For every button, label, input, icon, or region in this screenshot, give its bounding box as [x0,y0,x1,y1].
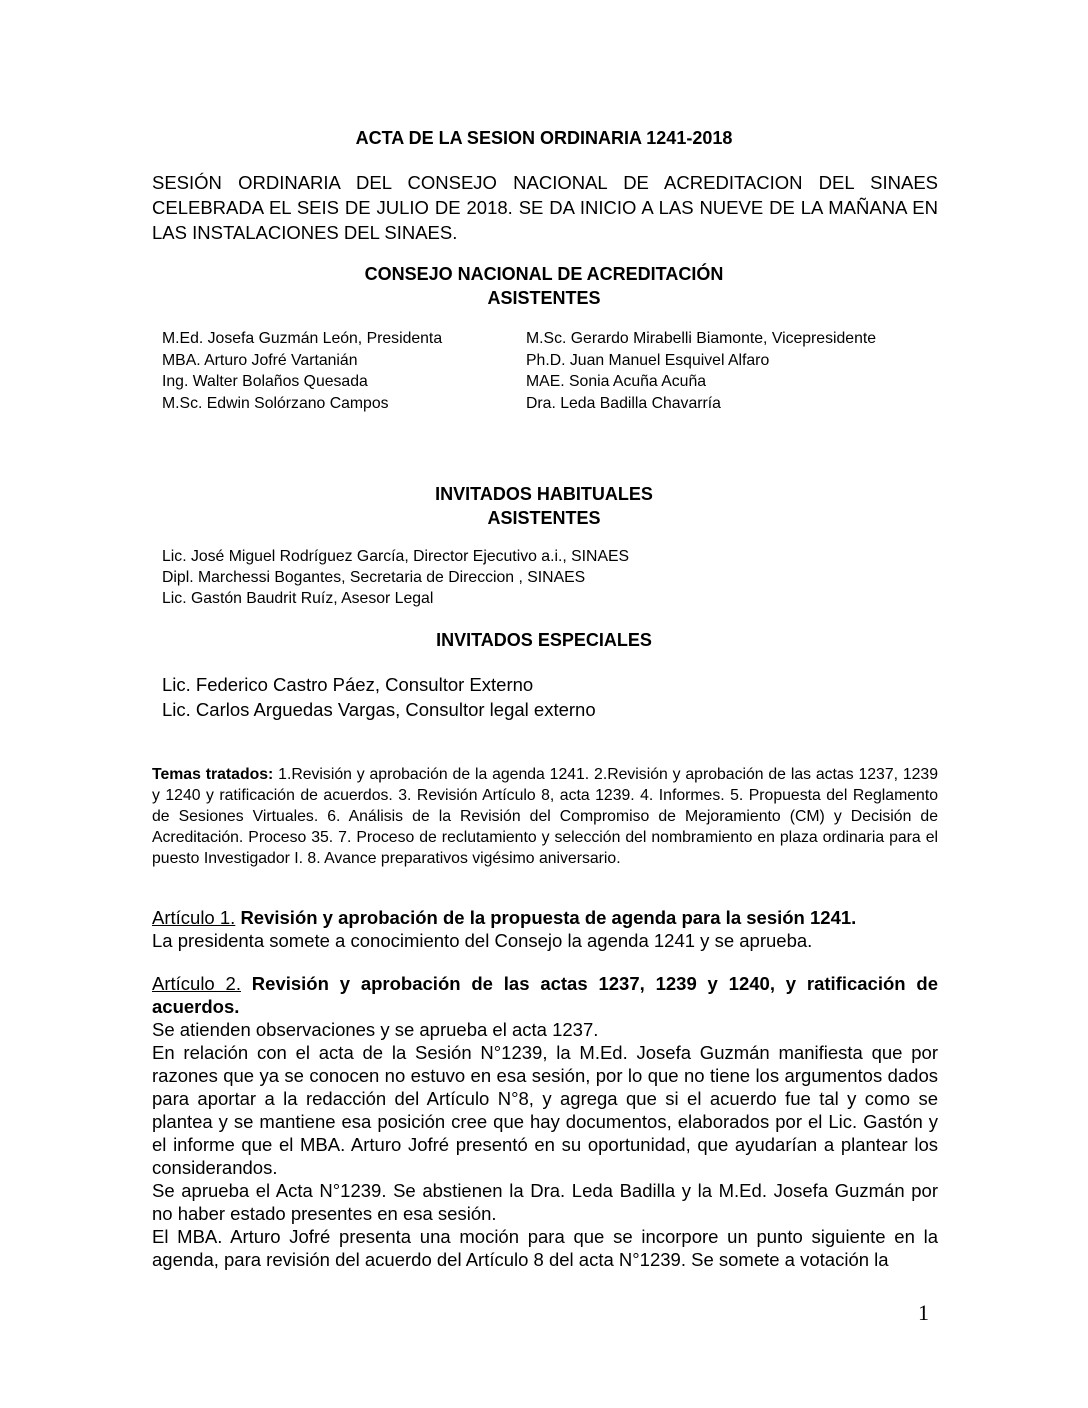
consejo-heading: CONSEJO NACIONAL DE ACREDITACIÓN [364,264,724,284]
temas-text: 1.Revisión y aprobación de la agenda 1241. 2.Revisión y aprobación de las actas 1237, 1239 y 1240 y ratificación de acuerdos. 3. Revisión Artículo 8, acta 1239. 4. Informes. 5. Propuesta del Reglamento de Sesiones Virtuales. 6. Análisis de la Revisión del Compromiso de Mejoramiento (CM) y Decisión de Acreditación. Proceso 35. 7. Proceso de reclutamiento y selección del nombramiento en plaza ordinaria para el puesto Investigador I. 8. Avance preparativos vigésimo aniversario. [152,766,938,867]
articulo-1-heading: Revisión y aprobación de la propuesta de agenda para la sesión 1241. [240,907,857,928]
guest-item: Lic. Federico Castro Páez, Consultor Externo [162,674,534,695]
paragraph: Se aprueba el Acta N°1239. Se abstienen la Dra. Leda Badilla y la M.Ed. Josefa Guzmán por no haber estado presentes en esa sesión. [152,1180,938,1224]
attendee: M.Sc. Edwin Solórzano Campos [162,394,389,412]
attendee: MAE. Sonia Acuña Acuña [526,373,707,390]
temas-tratados [152,764,938,869]
paragraph: Se atienden observaciones y se aprueba el acta 1237. [152,1019,599,1040]
attendee: Dra. Leda Badilla Chavarría [526,394,721,412]
articulo-2-label: Artículo 2. [152,973,241,994]
articulo-1-label: Artículo 1. [152,907,236,928]
articulo-2 [152,972,938,1271]
paragraph: El MBA. Arturo Jofré presenta una moción para que se incorpore un punto siguiente en la agenda, para revisión del acuerdo del Artículo 8 del acta N°1239. Se somete a votación la [152,1226,938,1270]
consejo-subheading: ASISTENTES [487,288,601,308]
invitados-habituales-heading: INVITADOS HABITUALES [435,484,653,504]
invitados-habituales-heading-block [0,482,1088,530]
guest-item: Lic. Carlos Arguedas Vargas, Consultor legal externo [162,699,596,720]
consejo-attendees [162,328,942,414]
attendee: M.Sc. Gerardo Mirabelli Biamonte, Vicepresidente [526,330,877,347]
invitados-especiales-heading: INVITADOS ESPECIALES [436,630,652,650]
consejo-heading-block [0,262,1088,310]
invitados-habituales-list [162,546,629,609]
attendee: Ph.D. Juan Manuel Esquivel Alfaro [526,351,770,369]
paragraph: La presidenta somete a conocimiento del Consejo la agenda 1241 y se aprueba. [152,930,813,951]
articulo-1 [152,906,938,952]
document-title: ACTA DE LA SESION ORDINARIA 1241-2018 [355,128,733,148]
invitados-especiales-list [162,672,596,722]
paragraph: En relación con el acta de la Sesión N°1239, la M.Ed. Josefa Guzmán manifiesta que por razones que ya se conocen no estuvo en esa sesión, por lo que no tiene los argumentos dados para aportar a la redacción del Artículo N°8, y agrega que si el acuerdo fue tal y como se plantea y se mantiene esa posición cree que hay documentos, elaborados por el Lic. Gastón y el informe que el MBA. Arturo Jofré presentó en su oportunidad, que ayudarían a plantear los considerandos. [152,1042,938,1178]
attendee: MBA. Arturo Jofré Vartanián [162,351,358,369]
guest-item: Lic. José Miguel Rodríguez García, Director Ejecutivo a.i., SINAES [162,548,630,565]
page-number: 1 [918,1300,929,1325]
guest-item: Dipl. Marchessi Bogantes, Secretaria de Direccion , SINAES [162,569,586,586]
session-intro: SESIÓN ORDINARIA DEL CONSEJO NACIONAL DE ACREDITACION DEL SINAES CELEBRADA EL SEIS DE JULIO DE 2018. SE DA INICIO A LAS NUEVE DE LA MAÑANA EN LAS INSTALACIONES DEL SINAES. [152,172,938,243]
guest-item: Lic. Gastón Baudrit Ruíz, Asesor Legal [162,590,434,607]
attendee: Ing. Walter Bolaños Quesada [162,373,368,390]
temas-label: Temas tratados: [152,766,274,783]
invitados-habituales-subheading: ASISTENTES [487,508,601,528]
articulo-2-heading: Revisión y aprobación de las actas 1237, 1239 y 1240, y ratificación de acuerdos. [152,973,938,1017]
attendee: M.Ed. Josefa Guzmán León, Presidenta [162,330,443,347]
